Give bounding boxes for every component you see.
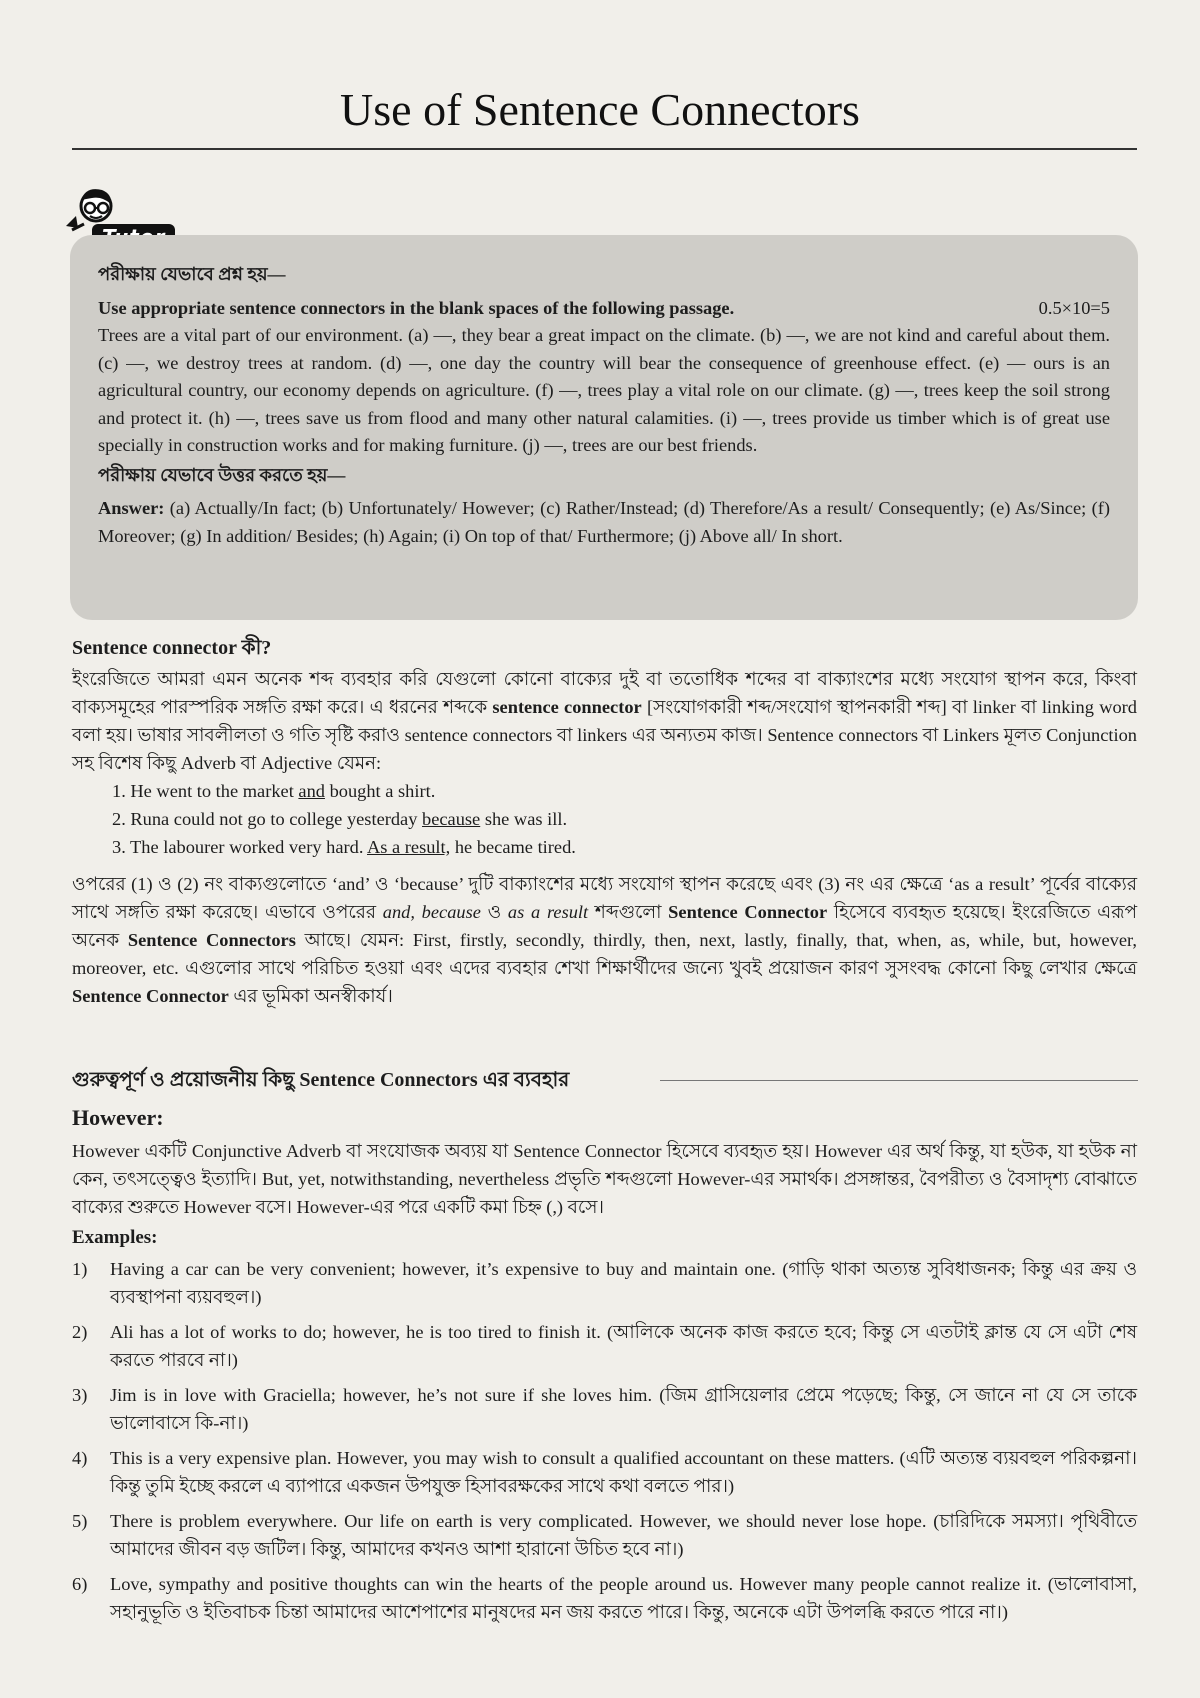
answer-block xyxy=(98,495,1110,550)
task-line xyxy=(98,295,1110,323)
example-text: This is a very expensive plan. However, you may wish to consult a qualified accountant on these matters. (এটি অত্যন্ত ব্যয়বহুল পরিকল্পনা। কিন্তু তুমি ইচ্ছে করলে এ ব্যাপারে একজন উপযুক্ত হিসাবরক্ষকের সাথে কথা বলতে পার।) xyxy=(110,1448,1137,1496)
example-item xyxy=(72,1381,1137,1437)
example-item xyxy=(72,1444,1137,1500)
usage-heading: গুরুত্বপূর্ণ ও প্রয়োজনীয় কিছু Sentence Connectors এর ব্যবহার xyxy=(72,1069,570,1091)
example-number: 5) xyxy=(72,1511,88,1531)
question-heading: পরীক্ষায় যেভাবে প্রশ্ন হয়— xyxy=(98,264,286,284)
example-number: 4) xyxy=(72,1448,88,1468)
example-number: 6) xyxy=(72,1574,88,1594)
title-underline xyxy=(72,148,1137,150)
answer-text: (a) Actually/In fact; (b) Unfortunately/ However; (c) Rather/Instead; (d) Therefore/As a result/ Consequently; (e) As/Since; (f) Moreover; (g) In addition/ Besides; (h) Again; (i) On top of that/ Furthermore; (j) Above all/ In short. xyxy=(98,498,1110,546)
explanation-paragraph: ওপরের (1) ও (2) নং বাক্যগুলোতে ‘and’ ও ‘because’ দুটি বাক্যাংশের মধ্যে সংযোগ স্থাপন করেছে এবং (3) নং এর ক্ষেত্রে ‘as a result’ পূর্বের বাক্যের সাথে সঙ্গতি রক্ষা করেছে। এভাবে ওপরের and, because ও as a result শব্দগুলো Sentence Connector হিসেবে ব্যবহৃত হয়েছে। ইংরেজিতে এরূপ অনেক Sentence Connectors আছে। যেমন: First, firstly, secondly, thirdly, then, next, lastly, finally, that, when, as, while, but, however, moreover, etc. এগুলোর সাথে পরিচিত হওয়া এবং এদের ব্যবহার শেখা শিক্ষার্থীদের জন্যে খুবই প্রয়োজন কারণ সুসংবদ্ধ কোনো কিছু লেখার ক্ষেত্রে Sentence Connector এর ভূমিকা অনস্বীকার্য। xyxy=(72,874,1137,1006)
task-instruction: Use appropriate sentence connectors in the blank spaces of the following passage. xyxy=(98,297,735,318)
example-text: Love, sympathy and positive thoughts can win the hearts of the people around us. However many people cannot realize it. (ভালোবাসা, সহানুভূতি ও ইতিবাচক চিন্তা আমাদের আশেপাশের মানুষদের মন জয় করতে পারে। কিন্তু, অনেকে এটা উপলব্ধি করতে পারে না।) xyxy=(110,1574,1137,1622)
example-text: Having a car can be very convenient; however, it’s expensive to buy and maintain one. (গাড়ি থাকা অত্যন্ত সুবিধাজনক; কিন্তু এর ক্রয় ও ব্যবস্থাপনা ব্যয়বহুল।) xyxy=(110,1259,1137,1307)
example-text: Jim is in love with Graciella; however, he’s not sure if she loves him. (জিম গ্রাসিয়েলার প্রেমে পড়েছে; কিন্তু, সে জানে না যে সে তাকে ভালোবাসে কি-না।) xyxy=(110,1385,1137,1433)
example-number: 2) xyxy=(72,1322,88,1342)
definition-text-part: ইংরেজিতে আমরা এমন অনেক শব্দ ব্যবহার করি যেগুলো কোনো বাক্যের দুই বা ততোধিক শব্দের বা বাক্যাংশের মধ্যে সংযোগ স্থাপন করে, কিংবা বাক্যসমূহের পারস্পরিক সঙ্গতি রক্ষা করে। এ ধরনের শব্দকে xyxy=(72,669,1137,717)
example-item xyxy=(72,1507,1137,1563)
however-description: However একটি Conjunctive Adverb বা সংযোজক অব্যয় যা Sentence Connector হিসেবে ব্যবহৃত হয়। However এর অর্থ কিন্তু, যা হউক, যা হউক না কেন, তৎসত্ত্বেও ইত্যাদি। But, yet, notwithstanding, nevertheless প্রভৃতি শব্দগুলো However-এর সমার্থক। প্রসঙ্গান্তর, বৈপরীত্য ও বৈসাদৃশ্য বোঝাতে বাক্যের শুরুতে However বসে। However-এর পরে একটি কমা চিহ্ন (,) বসে। xyxy=(72,1141,1137,1217)
definition-bold-term: sentence connector xyxy=(492,697,642,717)
usage-heading-rule xyxy=(660,1080,1138,1081)
task-marks: 0.5×10=5 xyxy=(1038,297,1110,318)
example-number: 3) xyxy=(72,1385,88,1405)
example-number: 1) xyxy=(72,1259,88,1279)
example-item xyxy=(72,1570,1137,1626)
list-item: 3. The labourer worked very hard. As a result, he became tired. xyxy=(112,837,576,857)
definition-text-part: [সংযোগকারী শব্দ/সংযোগ স্থাপনকারী শব্দ] বা linker বা linking word বলা হয়। ভাষার সাবলীলতা ও গতি সৃষ্টি করাও sentence connectors বা linkers এর অন্যতম কাজ। Sentence connectors বা Linkers মূলত Conjunction সহ বিশেষ কিছু Adverb বা Adjective যেমন: xyxy=(72,697,1137,773)
connector-example-list xyxy=(112,777,576,861)
list-item: 1. He went to the market and bought a shirt. xyxy=(112,781,436,801)
example-item xyxy=(72,1318,1137,1374)
page-title: Use of Sentence Connectors xyxy=(340,84,860,135)
example-item xyxy=(72,1255,1137,1311)
example-text: There is problem everywhere. Our life on earth is very complicated. However, we should never lose hope. (চারিদিকে সমস্যা। পৃথিবীতে আমাদের জীবন বড় জটিল। কিন্তু, আমাদের কখনও আশা হারানো উচিত হবে না।) xyxy=(110,1511,1137,1559)
question-passage: Trees are a vital part of our environment. (a) —, they bear a great impact on the climate. (b) —, we are not kind and careful about them. (c) —, we destroy trees at random. (d) —, one day the country will bear the consequence of greenhouse effect. (e) — ours is an agricultural country, our economy depends on agriculture. (f) —, trees play a vital role on our climate. (g) —, trees keep the soil strong and protect it. (h) —, trees save us from flood and many other natural calamities. (i) —, trees provide us timber which is of great use specially in construction works and for making furniture. (j) —, trees are our best friends. xyxy=(98,325,1110,455)
however-heading: However: xyxy=(72,1105,164,1130)
answer-heading: পরীক্ষায় যেভাবে উত্তর করতে হয়— xyxy=(98,464,346,485)
list-item: 2. Runa could not go to college yesterday because she was ill. xyxy=(112,809,568,829)
exam-question-box xyxy=(70,235,1138,620)
however-examples-list xyxy=(72,1255,1137,1633)
example-text: Ali has a lot of works to do; however, he is too tired to finish it. (আলিকে অনেক কাজ করতে হবে; কিন্তু সে এতটাই ক্লান্ত যে সে এটা শেষ করতে পারবে না।) xyxy=(110,1322,1137,1370)
answer-label: Answer: xyxy=(98,498,165,518)
examples-label: Examples: xyxy=(72,1227,158,1248)
definition-paragraph xyxy=(72,665,1137,777)
what-is-heading: Sentence connector কী? xyxy=(72,637,272,659)
